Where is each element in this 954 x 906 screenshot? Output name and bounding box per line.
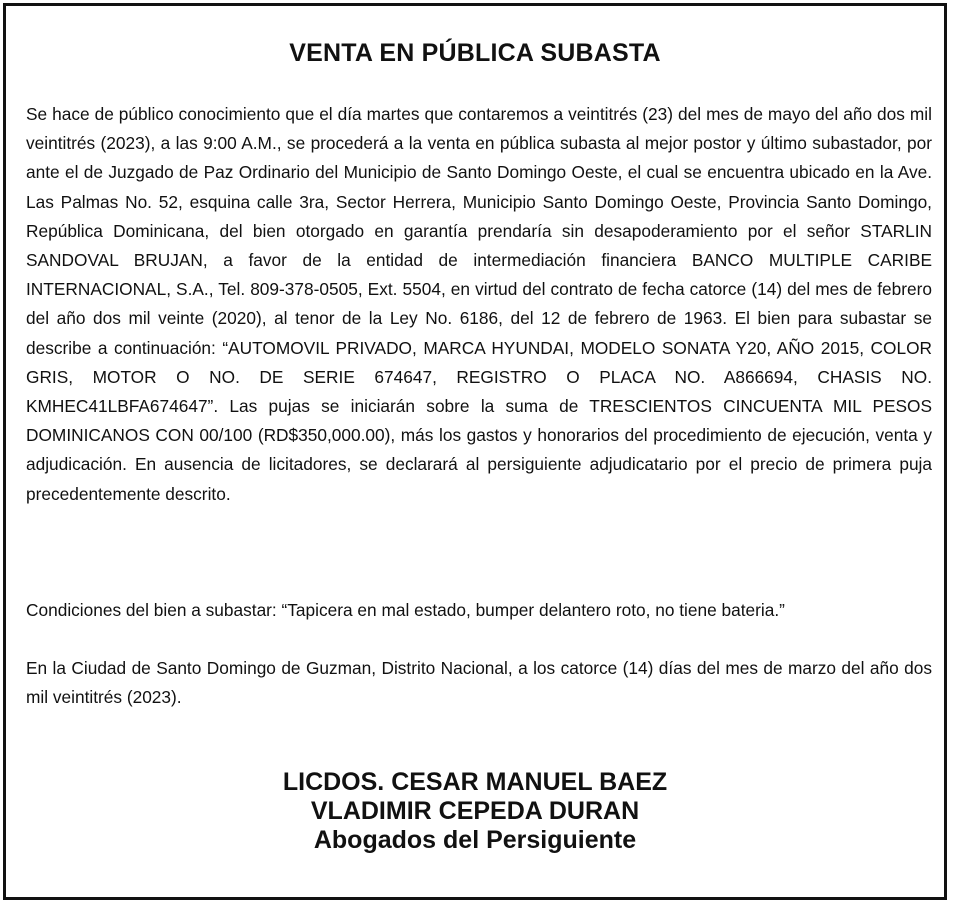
body-paragraph-place-date: En la Ciudad de Santo Domingo de Guzman, Distrito Nacional, a los catorce (14) días del mes de marzo del año dos mil veintitrés (2023).: [26, 658, 932, 708]
signature-line-lawyers: LICDOS. CESAR MANUEL BAEZ: [282, 768, 668, 796]
notice-title: VENTA EN PÚBLICA SUBASTA: [289, 39, 661, 67]
notice-border: [3, 3, 947, 900]
signature-block: [6, 768, 944, 855]
signature-line-role: Abogados del Persiguiente: [313, 826, 637, 854]
body-paragraph-auction-details: Se hace de público conocimiento que el día martes que contaremos a veintitrés (23) del mes de mayo del año dos mil veintitrés (2023), a las 9:00 A.M., se procederá a la venta en pública subasta al mejor postor y último subastador, por ante el de Juzgado de Paz Ordinario del Municipio de Santo Domingo Oeste, el cual se encuentra ubicado en la Ave. Las Palmas No. 52, esquina calle 3ra, Sector Herrera, Municipio Santo Domingo Oeste, Provincia Santo Domingo, República Dominicana, del bien otorgado en garantía prendaría sin desapoderamiento por el señor STARLIN SANDOVAL BRUJAN, a favor de la entidad de intermediación financiera BANCO MULTIPLE CARIBE INTERNACIONAL, S.A., Tel. 809-378-0505, Ext. 5504, en virtud del contrato de fecha catorce (14) del mes de febrero del año dos mil veinte (2020), al tenor de la Ley No. 6186, del 12 de febrero de 1963. El bien para subastar se describe a continuación: “AUTOMOVIL PRIVADO, MARCA HYUNDAI, MODELO SONATA Y20, AÑO 2015, COLOR GRIS, MOTOR O NO. DE SERIE 674647, REGISTRO O PLACA NO. A866694, CHASIS NO. KMHEC41LBFA674647”. Las pujas se iniciarán sobre la suma de TRESCIENTOS CINCUENTA MIL PESOS DOMINICANOS CON 00/100 (RD$350,000.00), más los gastos y honorarios del procedimiento de ejecución, venta y adjudicación. En ausencia de licitadores, se declarará al persiguiente adjudicatario por el precio de primera puja precedentemente descrito.: [26, 104, 932, 504]
signature-line-second-lawyer: VLADIMIR CEPEDA DURAN: [310, 797, 640, 825]
body-paragraph-conditions: Condiciones del bien a subastar: “Tapicera en mal estado, bumper delantero roto, no tiene bateria.”: [26, 600, 785, 620]
